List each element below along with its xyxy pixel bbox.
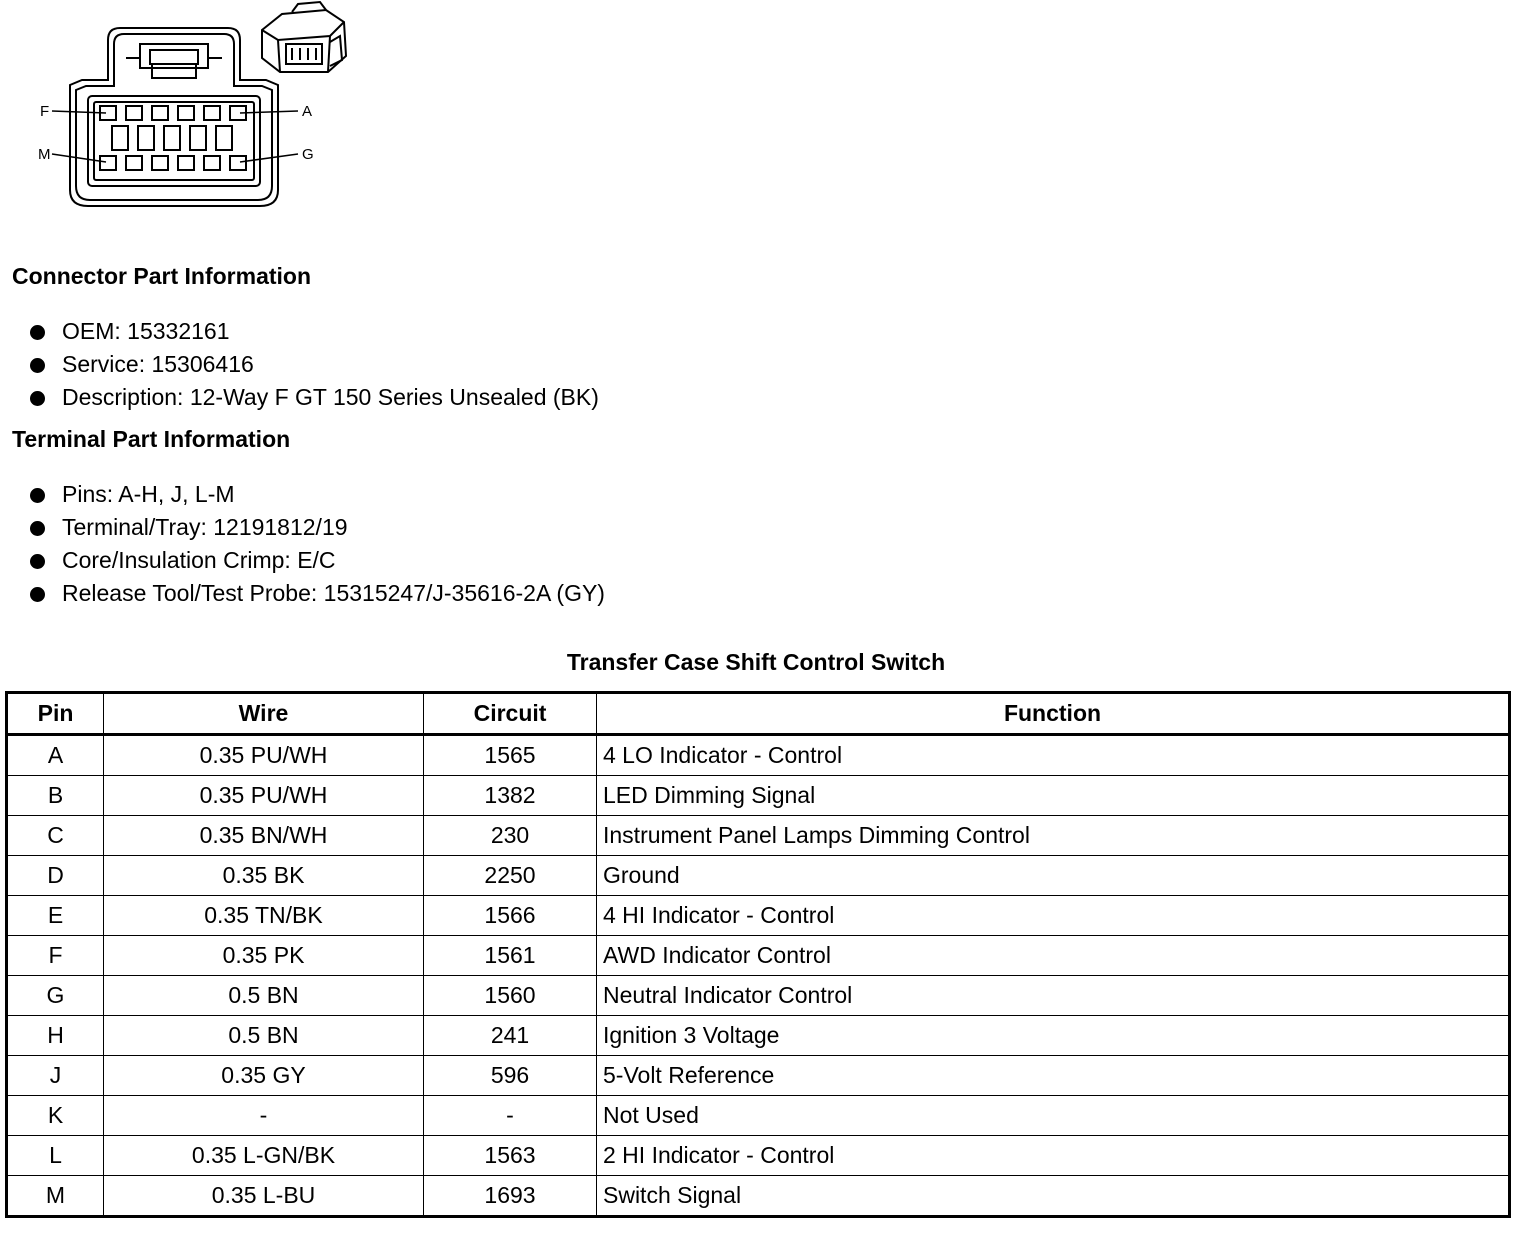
connector-3d-illustration (262, 2, 346, 72)
table-row (7, 1056, 1510, 1096)
cell-circuit: 1563 (424, 1136, 597, 1176)
header-function: Function (597, 693, 1510, 735)
pin-cavities-top-row (100, 106, 246, 120)
header-wire: Wire (104, 693, 424, 735)
table-row (7, 1176, 1510, 1217)
cell-circuit: 1566 (424, 896, 597, 936)
connector-info-title: Connector Part Information (12, 263, 312, 289)
cell-wire: 0.35 L-BU (104, 1176, 424, 1217)
cell-circuit: 2250 (424, 856, 597, 896)
bullet-icon (30, 325, 45, 340)
bullet-icon (30, 391, 45, 406)
table-row (7, 735, 1510, 776)
cell-pin: J (7, 1056, 104, 1096)
list-item: OEM: 15332161 (30, 315, 599, 348)
connector-info-list (30, 315, 599, 414)
cell-circuit: 1565 (424, 735, 597, 776)
cell-function: 4 HI Indicator - Control (597, 896, 1510, 936)
table-header-row (7, 693, 1510, 735)
table-row (7, 976, 1510, 1016)
cell-circuit: 241 (424, 1016, 597, 1056)
list-item: Service: 15306416 (30, 348, 599, 381)
cell-wire: 0.35 TN/BK (104, 896, 424, 936)
pin-label-f: F (40, 103, 50, 120)
terminal-info-list (30, 478, 605, 610)
cell-function: 2 HI Indicator - Control (597, 1136, 1510, 1176)
cell-pin: L (7, 1136, 104, 1176)
cell-pin: M (7, 1176, 104, 1217)
cell-pin: G (7, 976, 104, 1016)
cell-function: Ground (597, 856, 1510, 896)
pinout-table (5, 691, 1511, 1218)
bullet-icon (30, 587, 45, 602)
cell-circuit: 1382 (424, 776, 597, 816)
cell-wire: 0.35 GY (104, 1056, 424, 1096)
cell-function: Instrument Panel Lamps Dimming Control (597, 816, 1510, 856)
connector-diagram (30, 0, 370, 220)
list-item: Release Tool/Test Probe: 15315247/J-35616-2A (GY) (30, 577, 605, 610)
cell-circuit: - (424, 1096, 597, 1136)
pin-label-m: M (38, 146, 51, 163)
cell-circuit: 230 (424, 816, 597, 856)
cell-function: Neutral Indicator Control (597, 976, 1510, 1016)
cell-circuit: 596 (424, 1056, 597, 1096)
table-title: Transfer Case Shift Control Switch (566, 649, 946, 675)
table-row (7, 1096, 1510, 1136)
bullet-icon (30, 358, 45, 373)
pin-cavities-middle (112, 126, 232, 150)
cell-circuit: 1561 (424, 936, 597, 976)
header-pin: Pin (7, 693, 104, 735)
cell-wire: 0.35 BN/WH (104, 816, 424, 856)
cell-pin: C (7, 816, 104, 856)
cell-function: 4 LO Indicator - Control (597, 735, 1510, 776)
table-row (7, 896, 1510, 936)
list-item: Terminal/Tray: 12191812/19 (30, 511, 605, 544)
bullet-icon (30, 488, 45, 503)
cell-function: LED Dimming Signal (597, 776, 1510, 816)
cell-function: Switch Signal (597, 1176, 1510, 1217)
cell-function: Ignition 3 Voltage (597, 1016, 1510, 1056)
pin-label-g: G (302, 146, 314, 163)
cell-wire: 0.35 PU/WH (104, 735, 424, 776)
list-item: Pins: A-H, J, L-M (30, 478, 605, 511)
cell-function: AWD Indicator Control (597, 936, 1510, 976)
pin-label-a: A (302, 103, 313, 120)
cell-pin: K (7, 1096, 104, 1136)
cell-pin: B (7, 776, 104, 816)
table-row (7, 936, 1510, 976)
cell-pin: A (7, 735, 104, 776)
bullet-icon (30, 521, 45, 536)
cell-pin: H (7, 1016, 104, 1056)
pin-cavities-bottom-row (100, 156, 246, 170)
cell-wire: 0.5 BN (104, 976, 424, 1016)
cell-pin: E (7, 896, 104, 936)
cell-circuit: 1693 (424, 1176, 597, 1217)
cell-wire: 0.35 BK (104, 856, 424, 896)
cell-wire: 0.35 PK (104, 936, 424, 976)
table-row (7, 776, 1510, 816)
table-row (7, 1136, 1510, 1176)
bullet-icon (30, 554, 45, 569)
header-circuit: Circuit (424, 693, 597, 735)
terminal-info-title: Terminal Part Information (12, 426, 291, 452)
cell-pin: F (7, 936, 104, 976)
cell-wire: 0.35 L-GN/BK (104, 1136, 424, 1176)
cell-wire: - (104, 1096, 424, 1136)
list-item: Description: 12-Way F GT 150 Series Unsealed (BK) (30, 381, 599, 414)
cell-wire: 0.35 PU/WH (104, 776, 424, 816)
cell-function: Not Used (597, 1096, 1510, 1136)
table-row (7, 1016, 1510, 1056)
cell-wire: 0.5 BN (104, 1016, 424, 1056)
table-row (7, 856, 1510, 896)
cell-pin: D (7, 856, 104, 896)
table-body (7, 735, 1510, 1217)
table-row (7, 816, 1510, 856)
cell-circuit: 1560 (424, 976, 597, 1016)
cell-function: 5-Volt Reference (597, 1056, 1510, 1096)
list-item: Core/Insulation Crimp: E/C (30, 544, 605, 577)
